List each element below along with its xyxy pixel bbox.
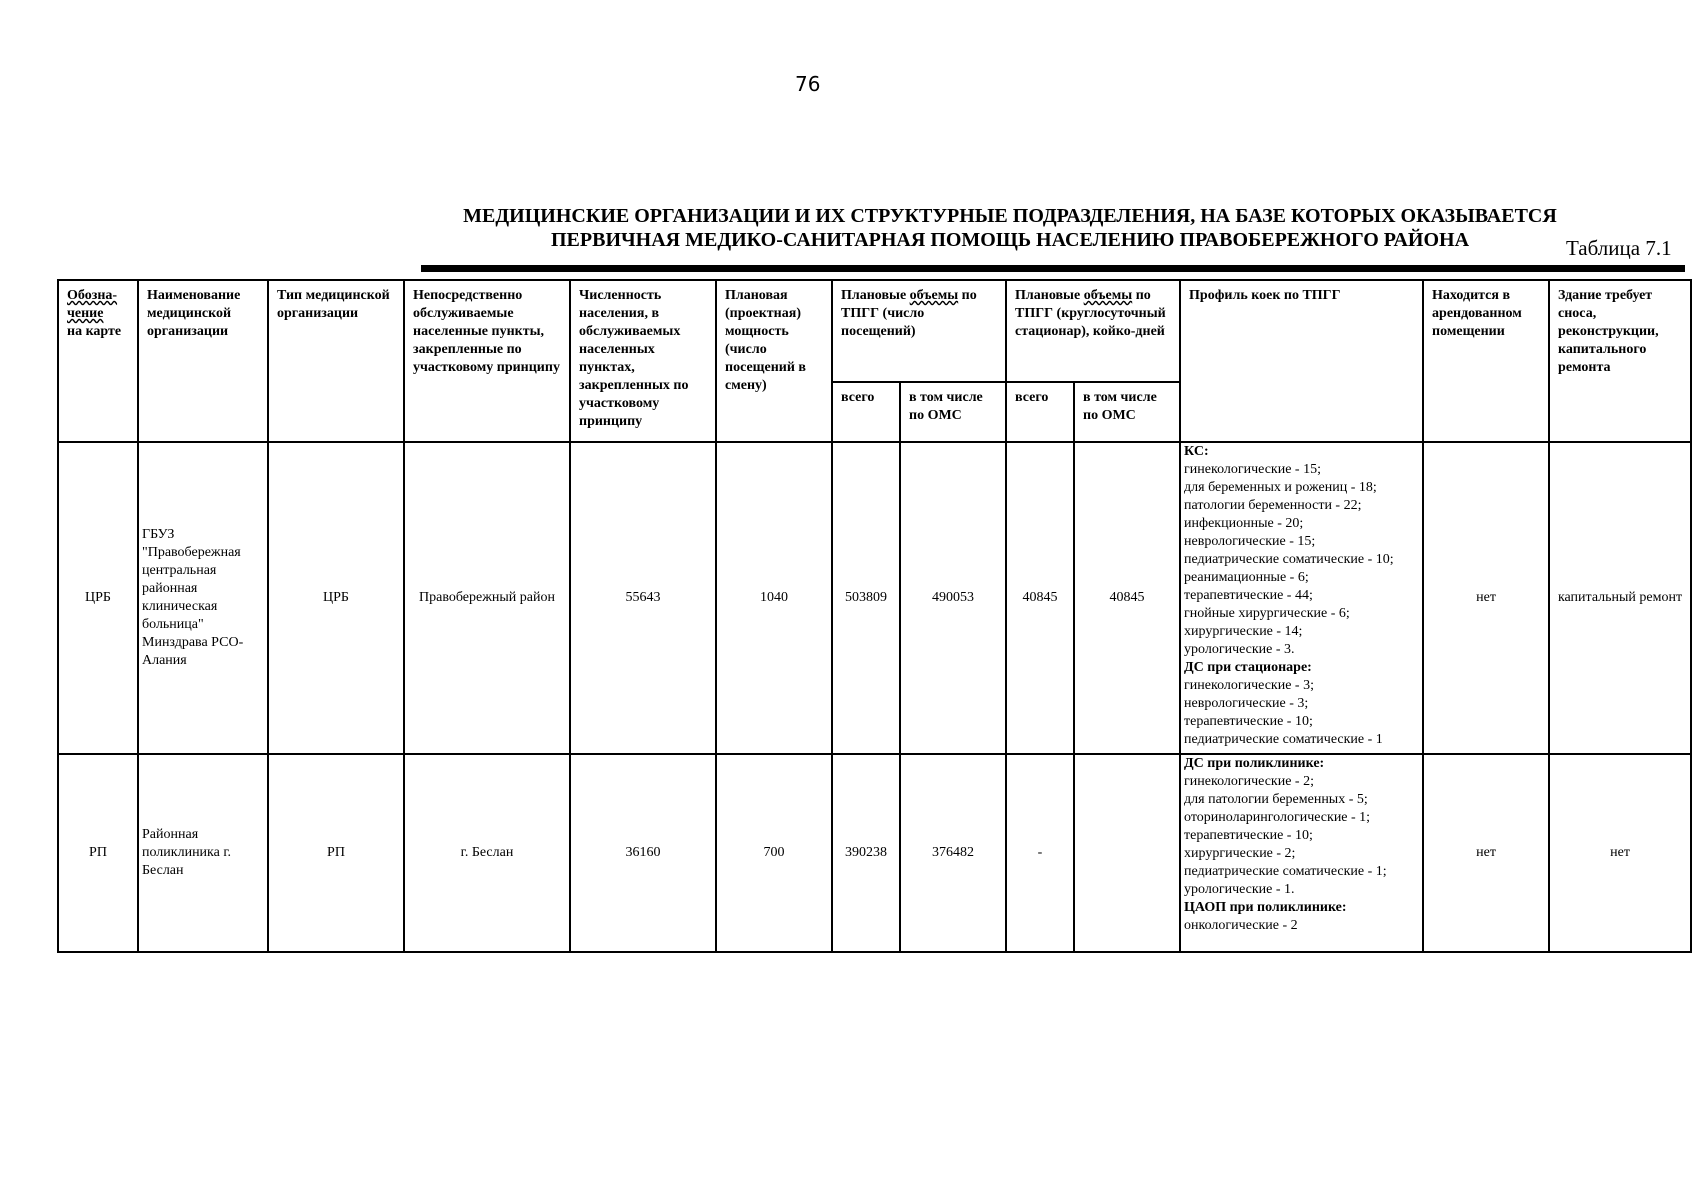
header-org-type: Тип медицинской организации — [268, 280, 404, 442]
profile-item: урологические - 1. — [1184, 882, 1295, 897]
cell-org-name: ГБУЗ "Правобережная центральная районная клиническая больница" Минздрава РСО-Алания — [138, 442, 268, 754]
cell-bed-profile — [1180, 754, 1423, 952]
header-designation — [58, 280, 138, 442]
page-number: 76 — [795, 72, 821, 96]
cell-building: нет — [1549, 754, 1691, 952]
header-visits-oms: в том числе по ОМС — [900, 382, 1006, 442]
cell-rented: нет — [1423, 754, 1549, 952]
profile-item: для патологии беременных - 5; — [1184, 792, 1368, 807]
cell-rented: нет — [1423, 442, 1549, 754]
header-stationary-c: по ТПГГ (круглосуточный стационар), койко-дней — [1015, 288, 1166, 339]
cell-org-name: Районная поликлиника г. Беслан — [138, 754, 268, 952]
header-org-name: Наименование медицинской организации — [138, 280, 268, 442]
header-population: Численность населения, в обслуживаемых населенных пунктах, закрепленных по участковому принципу — [570, 280, 716, 442]
header-visits-total: всего — [832, 382, 900, 442]
profile-item: хирургические - 2; — [1184, 846, 1296, 861]
header-stationary-oms: в том числе по ОМС — [1074, 382, 1180, 442]
header-stationary-total: всего — [1006, 382, 1074, 442]
cell-visits-total: 390238 — [832, 754, 900, 952]
cell-designation: ЦРБ — [58, 442, 138, 754]
cell-served-points: Правобережный район — [404, 442, 570, 754]
profile-item: для беременных и рожениц - 18; — [1184, 480, 1377, 495]
profile-item: терапевтические - 10; — [1184, 828, 1313, 843]
header-row-1 — [58, 280, 1691, 382]
profile-item: гнойные хирургические - 6; — [1184, 606, 1350, 621]
profile-item: гинекологические - 15; — [1184, 462, 1321, 477]
cell-stationary-total: 40845 — [1006, 442, 1074, 754]
profile-item: гинекологические - 3; — [1184, 678, 1314, 693]
profile-item: инфекционные - 20; — [1184, 516, 1304, 531]
cell-population: 36160 — [570, 754, 716, 952]
profile-heading: ДС при стационаре: — [1184, 660, 1312, 675]
cell-designation: РП — [58, 754, 138, 952]
profile-item: педиатрические соматические - 1; — [1184, 864, 1387, 879]
header-visits-b: объемы — [909, 288, 959, 303]
profile-heading: ЦАОП при поликлинике: — [1184, 900, 1347, 915]
title-rule — [421, 265, 1685, 272]
header-visits-group — [832, 280, 1006, 382]
profile-heading: КС: — [1184, 444, 1209, 459]
profile-item: педиатрические соматические - 1 — [1184, 732, 1383, 747]
profile-item: терапевтические - 44; — [1184, 588, 1313, 603]
profile-heading: ДС при поликлинике: — [1184, 756, 1325, 771]
header-designation-c: на карте — [67, 324, 122, 339]
cell-stationary-total: - — [1006, 754, 1074, 952]
cell-building: капитальный ремонт — [1549, 442, 1691, 754]
profile-item: патологии беременности - 22; — [1184, 498, 1362, 513]
cell-stationary-oms: 40845 — [1074, 442, 1180, 754]
profile-item: урологические - 3. — [1184, 642, 1295, 657]
title-line-1: МЕДИЦИНСКИЕ ОРГАНИЗАЦИИ И ИХ СТРУКТУРНЫЕ ПОДРАЗДЕЛЕНИЯ, НА БАЗЕ КОТОРЫХ ОКАЗЫВАЕТСЯ — [463, 205, 1557, 227]
profile-item: онкологические - 2 — [1184, 918, 1298, 933]
profile-item: хирургические - 14; — [1184, 624, 1303, 639]
header-stationary-group — [1006, 280, 1180, 382]
document-title — [380, 204, 1640, 252]
cell-served-points: г. Беслан — [404, 754, 570, 952]
header-designation-a: Обозна- — [67, 288, 118, 303]
cell-org-type: РП — [268, 754, 404, 952]
header-served-points: Непосредственно обслуживаемые населенные пункты, закрепленные по участковому принципу — [404, 280, 570, 442]
profile-item: оториноларингологические - 1; — [1184, 810, 1371, 825]
title-line-2: ПЕРВИЧНАЯ МЕДИКО-САНИТАРНАЯ ПОМОЩЬ НАСЕЛЕНИЮ ПРАВОБЕРЕЖНОГО РАЙОНА — [550, 229, 1470, 251]
profile-item: неврологические - 3; — [1184, 696, 1309, 711]
cell-stationary-oms — [1074, 754, 1180, 952]
table-caption: Таблица 7.1 — [1566, 236, 1672, 260]
header-designation-b: чение — [67, 306, 104, 321]
header-rented: Находится в арендованном помещении — [1423, 280, 1549, 442]
profile-item: педиатрические соматические - 10; — [1184, 552, 1394, 567]
cell-capacity: 700 — [716, 754, 832, 952]
profile-item: терапевтические - 10; — [1184, 714, 1313, 729]
table-row — [58, 754, 1691, 952]
cell-visits-oms: 490053 — [900, 442, 1006, 754]
profile-item: реанимационные - 6; — [1184, 570, 1309, 585]
profile-item: гинекологические - 2; — [1184, 774, 1314, 789]
cell-visits-total: 503809 — [832, 442, 900, 754]
header-capacity: Плановая (проектная) мощность (число посещений в смену) — [716, 280, 832, 442]
organizations-table — [57, 279, 1692, 953]
table-row — [58, 442, 1691, 754]
header-building: Здание требует сноса, реконструкции, капитального ремонта — [1549, 280, 1691, 442]
header-bed-profile: Профиль коек по ТПГГ — [1180, 280, 1423, 442]
cell-org-type: ЦРБ — [268, 442, 404, 754]
header-stationary-b: объемы — [1083, 288, 1133, 303]
profile-item: неврологические - 15; — [1184, 534, 1316, 549]
cell-capacity: 1040 — [716, 442, 832, 754]
header-visits-c: по ТПГГ (число посещений) — [841, 288, 977, 339]
cell-population: 55643 — [570, 442, 716, 754]
cell-bed-profile — [1180, 442, 1423, 754]
header-visits-a: Плановые — [841, 288, 910, 303]
header-stationary-a: Плановые — [1015, 288, 1084, 303]
cell-visits-oms: 376482 — [900, 754, 1006, 952]
